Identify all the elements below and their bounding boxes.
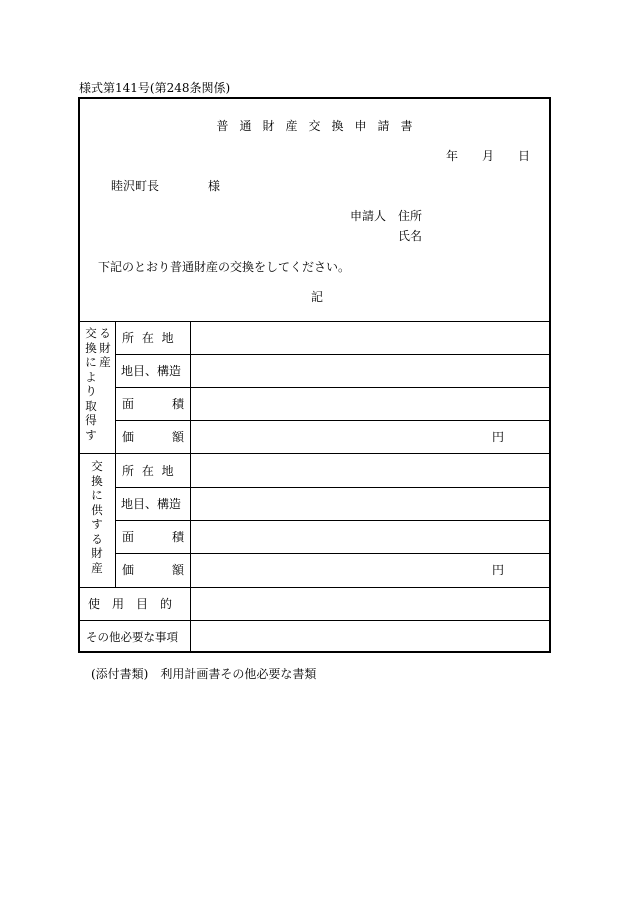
title-char: 請 xyxy=(377,119,390,133)
title-char: 書 xyxy=(400,119,413,133)
title-char: 交 xyxy=(308,119,321,133)
purpose-label: 使 用 目 的 xyxy=(88,597,173,611)
group1-label-char: 換 xyxy=(85,340,97,355)
g2-location-label: 所 在 地 xyxy=(122,464,176,478)
title-char: 普 xyxy=(216,119,229,133)
applicant-address-label: 住所 xyxy=(398,209,423,223)
group2-label-char: 供 xyxy=(91,502,103,517)
title-char: 換 xyxy=(331,119,344,133)
group2-label-char: 産 xyxy=(91,560,103,575)
group2-label-char: に xyxy=(91,488,103,502)
group1-label-char: り xyxy=(85,384,97,398)
applicant-label: 申請人 xyxy=(350,209,387,223)
g2-area-label-b: 積 xyxy=(172,530,185,544)
group1-label-char: よ xyxy=(85,369,97,384)
application-form xyxy=(78,97,551,653)
g1-yen: 円 xyxy=(492,430,505,444)
date-month: 月 xyxy=(482,149,495,163)
g1-location-label: 所 在 地 xyxy=(122,331,176,345)
group1-label-char: 得 xyxy=(85,413,97,427)
date-year: 年 xyxy=(446,149,459,163)
group1-label-char: る xyxy=(99,326,111,340)
g2-price-label-b: 額 xyxy=(172,563,185,577)
g2-price-label-a: 価 xyxy=(122,563,135,577)
group1-label-col-a xyxy=(84,326,98,442)
ki-marker: 記 xyxy=(311,290,324,304)
group1-label-char: 交 xyxy=(85,326,97,340)
group2-label xyxy=(90,459,104,575)
group1-label-char: 財 xyxy=(99,340,111,355)
group1-label-col-b xyxy=(98,326,112,370)
group1-label-char: に xyxy=(85,355,97,369)
attachment-note: (添付書類) 利用計画書その他必要な書類 xyxy=(91,667,317,681)
group2-label-char: 財 xyxy=(91,546,103,560)
group2-label-char: る xyxy=(91,531,103,546)
g2-area-label-a: 面 xyxy=(122,530,135,544)
group1-label-char: 産 xyxy=(99,355,111,369)
group1-label-char: 取 xyxy=(85,398,97,413)
title-char: 申 xyxy=(354,119,367,133)
group2-label-char: す xyxy=(91,517,103,531)
g1-price-label-a: 価 xyxy=(122,430,135,444)
g1-area-label-a: 面 xyxy=(122,397,135,411)
other-items-label: その他必要な事項 xyxy=(86,630,178,644)
g2-yen: 円 xyxy=(492,563,505,577)
g1-land-category-label: 地目、構造 xyxy=(121,364,182,378)
group2-label-char: 換 xyxy=(91,473,103,488)
addressee-name: 睦沢町長 xyxy=(111,179,160,193)
group1-label-char: す xyxy=(85,427,97,442)
applicant-name-label: 氏名 xyxy=(398,229,423,243)
addressee-honorific: 様 xyxy=(208,179,221,193)
g2-land-category-label: 地目、構造 xyxy=(121,497,182,511)
title-char: 産 xyxy=(285,119,298,133)
g1-price-label-b: 額 xyxy=(172,430,185,444)
date-day: 日 xyxy=(518,149,531,163)
form-title xyxy=(80,119,549,133)
title-char: 財 xyxy=(262,119,275,133)
g1-area-label-b: 積 xyxy=(172,397,185,411)
form-number: 様式第141号(第248条関係) xyxy=(79,81,231,95)
group2-label-char: 交 xyxy=(91,459,103,473)
request-text: 下記のとおり普通財産の交換をしてください。 xyxy=(98,260,351,274)
title-char: 通 xyxy=(239,119,252,133)
